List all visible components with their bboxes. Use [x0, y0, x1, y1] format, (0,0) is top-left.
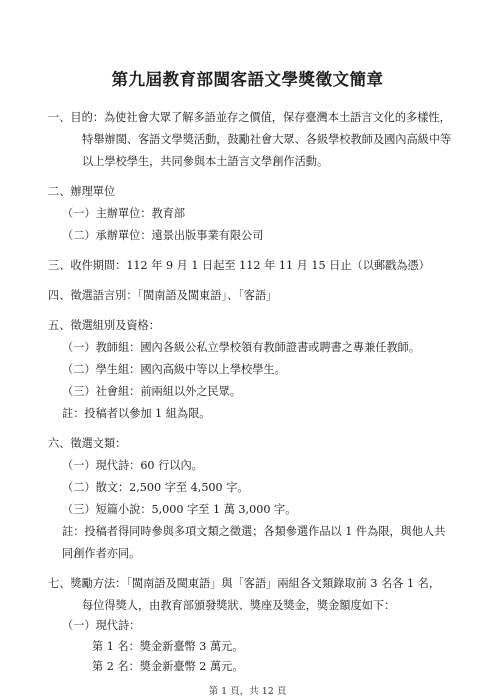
section-2-item-2: （二）承辦單位：遠景出版事業有限公司 — [62, 229, 264, 242]
section-6-note-line-2: 同創作者亦同。 — [62, 547, 141, 560]
section-7-prize-2: 第 2 名：獎金新臺幣 2 萬元。 — [92, 660, 244, 673]
section-2-item-1: （一）主辦單位：教育部 — [62, 207, 186, 220]
section-6-note-line-1: 註：投稿者得同時參與多項文類之徵選；各類參選作品以 1 件為限，與他人共 — [62, 525, 446, 538]
section-5-item-2: （二）學生組：國內高級中等以上學校學生。 — [62, 363, 286, 376]
section-4-heading: 四、徵選語言別：「閩南語及閩東語」、「客語」 — [48, 289, 278, 302]
section-6-item-3: （三）短篇小說：5,000 字至 1 萬 3,000 字。 — [62, 503, 297, 516]
section-3-heading: 三、收件期間：112 年 9 月 1 日起至 112 年 11 月 15 日止（以郵戳為憑） — [48, 259, 430, 272]
section-1-line-3: 以上學校學生，共同參與本土語言文學創作活動。 — [82, 155, 329, 168]
section-6-item-1: （一）現代詩：60 行以內。 — [62, 459, 203, 472]
section-6-heading: 六、徵選文類： — [48, 437, 127, 450]
section-7-heading: 七、獎勵方法：「閩南語及閩東語」與「客語」兩組各文類錄取前 3 名各 1 名， — [48, 577, 441, 590]
section-7-prize-1: 第 1 名：獎金新臺幣 3 萬元。 — [92, 640, 244, 653]
section-6-item-2: （二）散文：2,500 字至 4,500 字。 — [62, 481, 249, 494]
section-7-item-1: （一）現代詩： — [62, 619, 141, 632]
section-5-item-1: （一）教師組：國內各級公私立學校領有教師證書或聘書之專兼任教師。 — [62, 341, 421, 354]
section-2-heading: 二、辦理單位 — [48, 185, 116, 198]
section-1-heading: 一、目的：為使社會大眾了解多語並存之價值，保存臺灣本土語言文化的多樣性， — [48, 111, 451, 124]
page-title: 第九屆教育部閩客語文學獎徵文簡章 — [111, 70, 384, 89]
section-5-note: 註：投稿者以參加 1 組為限。 — [62, 407, 211, 420]
section-7-line-2: 每位得獎人，由教育部頒發獎狀、獎座及獎金，獎金額度如下： — [82, 599, 396, 612]
section-1-line-2: 特舉辦閩、客語文學獎活動，鼓勵社會大眾、各級學校教師及國內高級中等 — [82, 133, 452, 146]
section-5-heading: 五、徵選組別及資格： — [48, 319, 160, 332]
page-footer: 第 1 頁，共 12 頁 — [208, 686, 287, 697]
section-5-item-3: （三）社會組：前兩組以外之民眾。 — [62, 385, 242, 398]
